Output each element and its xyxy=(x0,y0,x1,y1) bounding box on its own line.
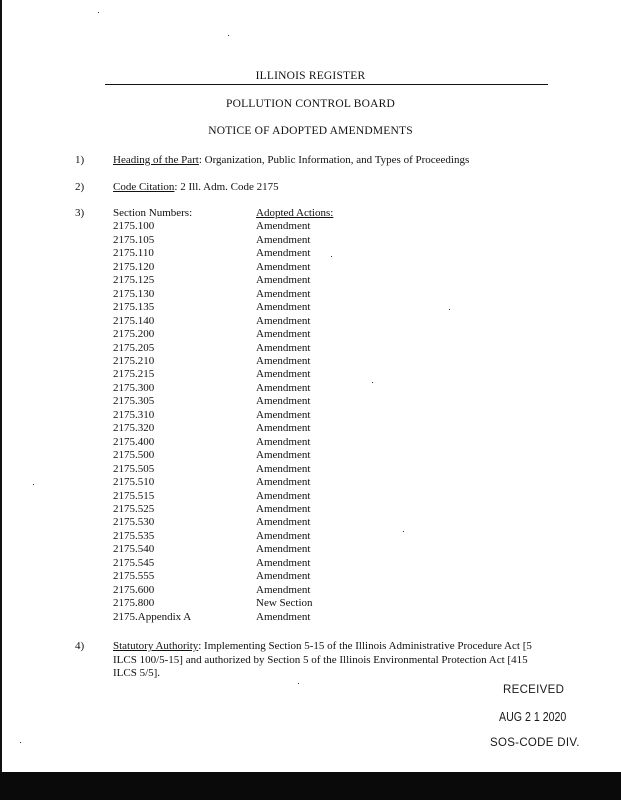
adopted-action: Amendment xyxy=(256,354,311,367)
scan-speck xyxy=(33,484,34,485)
item-1-heading xyxy=(113,154,469,166)
section-number: 2175.400 xyxy=(113,435,155,448)
scan-speck xyxy=(372,382,373,383)
section-number: 2175.535 xyxy=(113,529,155,542)
adopted-action: Amendment xyxy=(256,260,311,273)
section-numbers-header: Section Numbers: xyxy=(113,207,193,219)
adopted-action: Amendment xyxy=(256,489,311,502)
section-number: 2175.510 xyxy=(113,476,155,489)
item-2-code-citation xyxy=(113,181,279,193)
section-number: 2175.125 xyxy=(113,274,155,287)
board-name: POLLUTION CONTROL BOARD xyxy=(225,98,395,110)
section-number: 2175.515 xyxy=(113,489,155,502)
adopted-actions-column xyxy=(256,207,333,624)
section-number: 2175.530 xyxy=(113,516,155,529)
item-2-text: : 2 Ill. Adm. Code 2175 xyxy=(174,181,279,193)
adopted-actions-header: Adopted Actions: xyxy=(256,207,334,219)
adopted-action: Amendment xyxy=(256,570,311,583)
scan-speck xyxy=(331,256,332,257)
section-number: 2175.310 xyxy=(113,408,155,421)
scan-bottom-bar xyxy=(0,772,621,800)
office-stamp: SOS-CODE DIV. xyxy=(490,737,580,749)
register-heading xyxy=(0,70,621,82)
adopted-action: Amendment xyxy=(256,556,311,569)
scan-speck xyxy=(98,12,99,13)
section-numbers-column xyxy=(113,207,192,624)
adopted-action: Amendment xyxy=(256,516,311,529)
adopted-action: Amendment xyxy=(256,422,311,435)
section-number: 2175.205 xyxy=(113,341,155,354)
notice-title: NOTICE OF ADOPTED AMENDMENTS xyxy=(208,125,413,137)
section-number: 2175.305 xyxy=(113,395,155,408)
section-number: 2175.105 xyxy=(113,233,155,246)
adopted-action: Amendment xyxy=(256,247,311,260)
scan-speck xyxy=(20,742,21,743)
adopted-action: Amendment xyxy=(256,368,311,381)
adopted-action: Amendment xyxy=(256,220,311,233)
scan-left-border xyxy=(0,0,2,772)
section-number: 2175.215 xyxy=(113,368,155,381)
item-2-number: 2) xyxy=(75,181,85,193)
adopted-action: Amendment xyxy=(256,449,311,462)
section-number: 2175.100 xyxy=(113,220,155,233)
adopted-action: Amendment xyxy=(256,328,311,341)
adopted-action: Amendment xyxy=(256,583,311,596)
header-rule xyxy=(105,84,548,85)
section-number: 2175.140 xyxy=(113,314,155,327)
adopted-action: Amendment xyxy=(256,274,311,287)
adopted-action: Amendment xyxy=(256,543,311,556)
scan-speck xyxy=(403,531,404,532)
section-number: 2175.555 xyxy=(113,570,155,583)
adopted-action: Amendment xyxy=(256,502,311,515)
item-4-number: 4) xyxy=(75,640,85,652)
item-1-number: 1) xyxy=(75,154,85,166)
register-title: ILLINOIS REGISTER xyxy=(255,70,366,82)
adopted-action: Amendment xyxy=(256,462,311,475)
section-number: 2175.600 xyxy=(113,583,155,596)
section-number: 2175.200 xyxy=(113,328,155,341)
adopted-action: Amendment xyxy=(256,381,311,394)
section-number: 2175.135 xyxy=(113,301,155,314)
item-1-text: : Organization, Public Information, and Types of Proceedings xyxy=(198,154,470,166)
scan-speck xyxy=(298,683,299,684)
section-number: 2175.Appendix A xyxy=(113,610,192,623)
section-number: 2175.500 xyxy=(113,449,155,462)
item-2-label: Code Citation xyxy=(113,181,175,193)
section-number: 2175.800 xyxy=(113,597,155,610)
section-number: 2175.540 xyxy=(113,543,155,556)
scan-speck xyxy=(228,35,229,36)
adopted-action: Amendment xyxy=(256,529,311,542)
scan-speck xyxy=(449,309,450,310)
adopted-action: Amendment xyxy=(256,314,311,327)
section-number: 2175.120 xyxy=(113,260,155,273)
item-4-text: : Implementing Section 5-15 of the Illinois Administrative Procedure Act [5 ILCS 100/5-15] and authorized by Section 5 of the Illinois Environmental Protection Act [415 ILCS 5/5]. xyxy=(113,640,532,679)
received-stamp: RECEIVED xyxy=(503,684,565,696)
adopted-action: Amendment xyxy=(256,395,311,408)
adopted-action: Amendment xyxy=(256,341,311,354)
adopted-action: Amendment xyxy=(256,435,311,448)
item-4-label: Statutory Authority xyxy=(113,640,199,652)
item-1-label: Heading of the Part xyxy=(113,154,199,166)
section-number: 2175.525 xyxy=(113,502,155,515)
item-4-statutory-authority xyxy=(113,640,553,681)
adopted-action: Amendment xyxy=(256,287,311,300)
adopted-action: Amendment xyxy=(256,301,311,314)
section-number: 2175.210 xyxy=(113,354,155,367)
section-number: 2175.320 xyxy=(113,422,155,435)
adopted-action: New Section xyxy=(256,597,313,610)
adopted-action: Amendment xyxy=(256,610,311,623)
section-number: 2175.545 xyxy=(113,556,155,569)
section-number: 2175.505 xyxy=(113,462,155,475)
item-3-number: 3) xyxy=(75,207,85,219)
adopted-action: Amendment xyxy=(256,408,311,421)
received-date-stamp: AUG 2 1 2020 xyxy=(499,710,567,724)
section-number: 2175.130 xyxy=(113,287,155,300)
adopted-action: Amendment xyxy=(256,233,311,246)
section-number: 2175.110 xyxy=(113,247,154,260)
section-number: 2175.300 xyxy=(113,381,155,394)
adopted-action: Amendment xyxy=(256,476,311,489)
